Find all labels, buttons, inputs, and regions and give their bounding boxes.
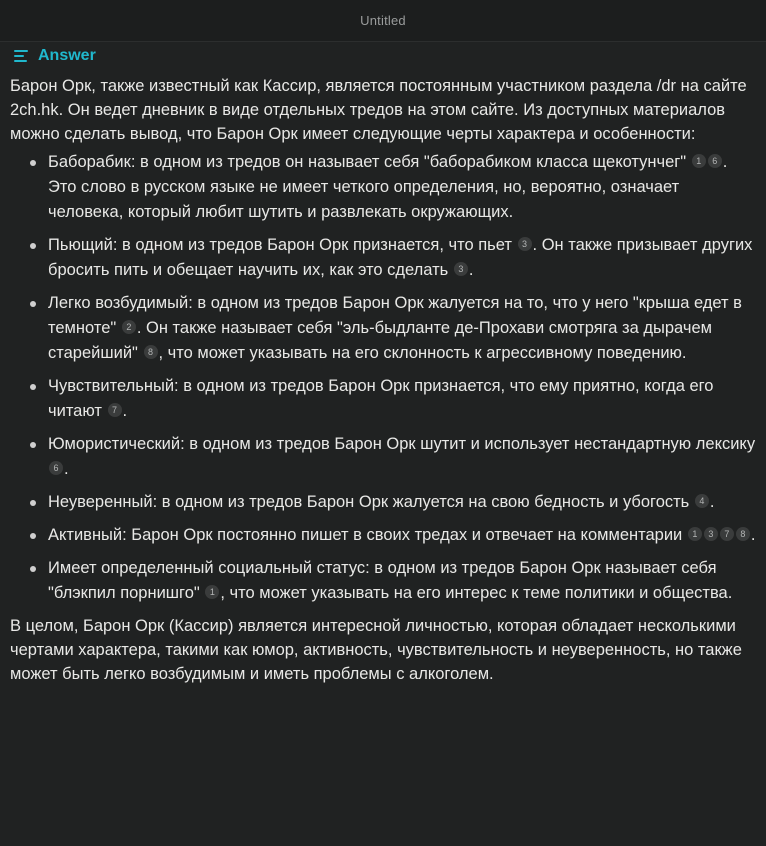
trait-text: . Это слово в русском языке не имеет четкого определения, но, вероятно, означает человека, который любит шутить и развлекать окружающих. [48,153,728,221]
citation-badge[interactable]: 1 [688,527,702,541]
trait-list-item [10,150,756,225]
citation-badge[interactable]: 6 [49,461,63,475]
trait-list-item [10,233,756,283]
answer-panel [0,42,766,686]
citation-badge[interactable]: 3 [518,237,532,251]
citation-badge[interactable]: 7 [108,403,122,417]
trait-text: . [468,261,474,279]
answer-header [10,42,756,70]
trait-text: , что может указывать на его склонность к агрессивному поведению. [158,344,687,362]
trait-list-item [10,556,756,606]
trait-text: . Он также призывает других бросить пить и обещает научить их, как это сделать [48,236,753,279]
trait-list-item [10,523,756,548]
window-title: Untitled [360,13,406,28]
citation-badge[interactable]: 8 [144,345,158,359]
citation-badge[interactable]: 6 [708,154,722,168]
trait-text: Чувствительный: в одном из тредов Барон Орк признается, что ему приятно, когда его читают [48,377,714,420]
trait-text: Неуверенный: в одном из тредов Барон Орк жалуется на свою бедность и убогость [48,493,690,511]
citation-badge[interactable]: 1 [205,585,219,599]
trait-text: Активный: Барон Орк постоянно пишет в своих тредах и отвечает на комментарии [48,526,683,544]
trait-list-item [10,374,756,424]
trait-text: . [750,526,756,544]
trait-text: Имеет определенный социальный статус: в одном из тредов Барон Орк называет себя "блэкпил порнишго" [48,559,717,602]
trait-text: . [64,460,69,478]
answer-label: Answer [38,47,96,64]
trait-text: . [122,402,128,420]
trait-list-item [10,490,756,515]
trait-text: . Он также называет себя "эль-быдланте де-Прохави смотряга за дырачем старейший" [48,319,712,362]
trait-text: Баборабик: в одном из тредов он называет себя "баборабиком класса щекотунчег" [48,153,687,171]
trait-text: Пьющий: в одном из тредов Барон Орк признается, что пьет [48,236,512,254]
citation-badge[interactable]: 4 [695,494,709,508]
trait-list-item [10,291,756,366]
trait-list-item [10,432,756,482]
window-titlebar [0,0,766,42]
answer-conclusion: В целом, Барон Орк (Кассир) является интересной личностью, которая обладает несколькими чертами характера, такими как юмор, активность, чувствительность и неуверенность, но также может быть легко возбудимым и иметь проблемы с алкоголем. [10,617,742,683]
citation-badge[interactable]: 3 [454,262,468,276]
citation-badge[interactable]: 2 [122,320,136,334]
citation-badge[interactable]: 1 [692,154,706,168]
citation-badge[interactable]: 7 [720,527,734,541]
citation-badge[interactable]: 3 [704,527,718,541]
citation-badge[interactable]: 8 [736,527,750,541]
answer-lines-icon [14,49,30,63]
answer-intro: Барон Орк, также известный как Кассир, является постоянным участником раздела /dr на сайте 2ch.hk. Он ведет дневник в виде отдельных тредов на этом сайте. Из доступных материалов можно сделать вывод, что Барон Орк имеет следующие черты характера и особенности: [10,77,747,143]
trait-text: Юмористический: в одном из тредов Барон Орк шутит и использует нестандартную лексику [48,435,756,453]
trait-list [10,150,756,606]
trait-text: Легко возбудимый: в одном из тредов Барон Орк жалуется на то, что у него "крыша едет в темноте" [48,294,742,337]
trait-text: . [709,493,715,511]
trait-text: , что может указывать на его интерес к теме политики и общества. [220,584,733,602]
